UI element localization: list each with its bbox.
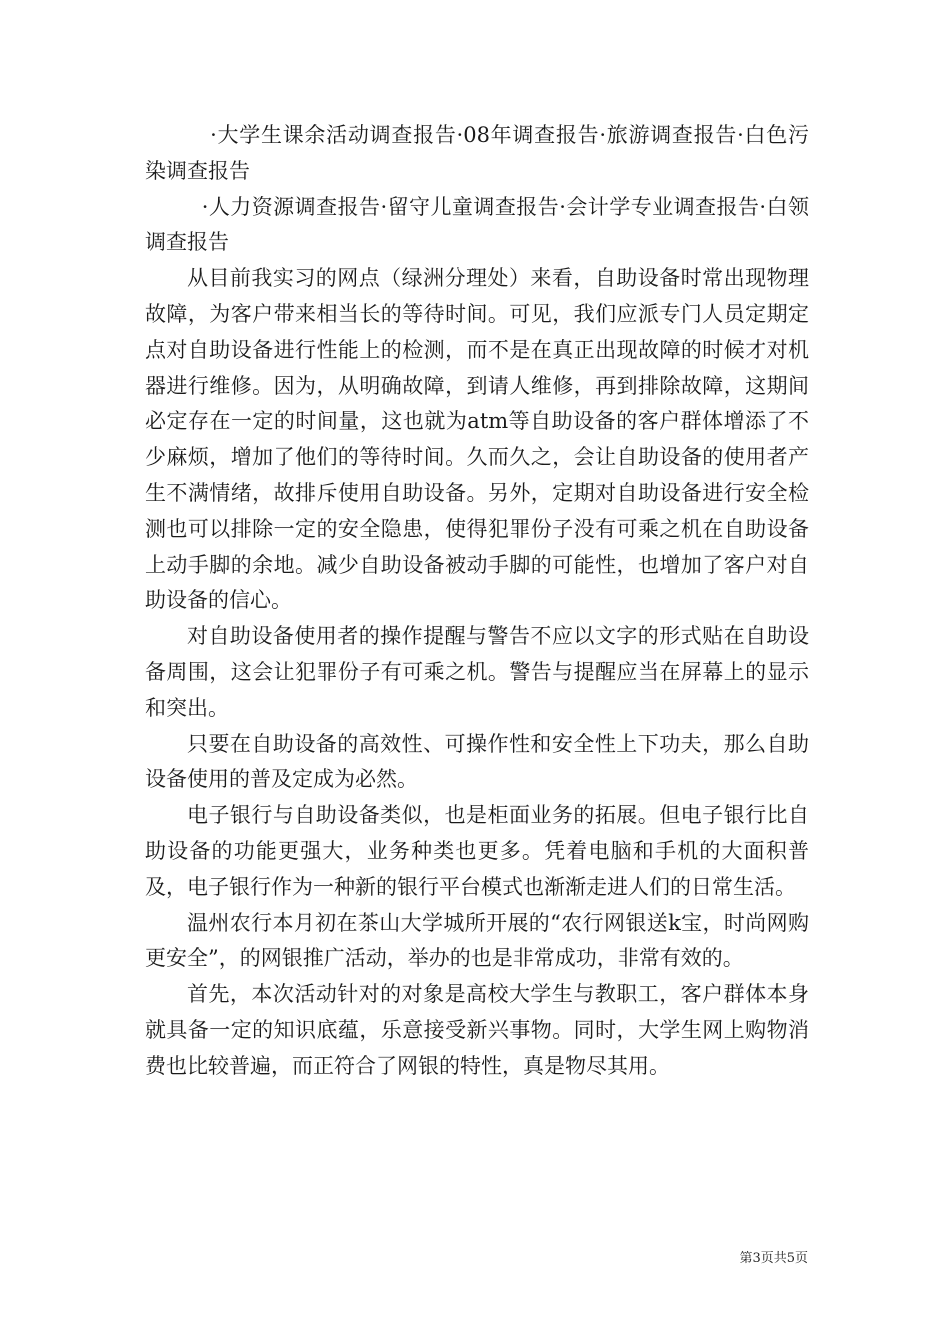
document-body bbox=[145, 118, 809, 1085]
paragraph-e-banking: 电子银行与自助设备类似，也是柜面业务的拓展。但电子银行比自助设备的功能更强大，业务种类也更多。凭着电脑和手机的大面积普及，电子银行作为一种新的银行平台模式也渐渐走进人们的日常生活。 bbox=[145, 803, 809, 899]
related-links-line-1[interactable]: ·大学生课余活动调查报告·08年调查报告·旅游调查报告·白色污染调查报告 bbox=[145, 123, 809, 183]
paragraph-target-audience: 首先，本次活动针对的对象是高校大学生与教职工，客户群体本身就具备一定的知识底蕴，乐意接受新兴事物。同时，大学生网上购物消费也比较普遍，而正符合了网银的特性，真是物尽其用。 bbox=[145, 982, 809, 1078]
paragraph-promotion-event: 温州农行本月初在茶山大学城所开展的“农行网银送k宝，时尚网购更安全”，的网银推广活动，举办的也是非常成功，非常有效的。 bbox=[145, 910, 809, 971]
paragraph-popularization: 只要在自助设备的高效性、可操作性和安全性上下功夫，那么自助设备使用的普及定成为必然。 bbox=[145, 731, 809, 792]
page-number: 第3页共5页 bbox=[739, 1251, 808, 1266]
related-links-line-2[interactable]: ·人力资源调查报告·留守儿童调查报告·会计学专业调查报告·白领调查报告 bbox=[145, 194, 809, 255]
paragraph-self-service-maintenance: 从目前我实习的网点（绿洲分理处）来看，自助设备时常出现物理故障，为客户带来相当长的等待时间。可见，我们应派专门人员定期定点对自助设备进行性能上的检测，而不是在真正出现故障的时候才对机器进行维修。因为，从明确故障，到请人维修，再到排除故障，这期间必定存在一定的时间量，这也就为atm等自助设备的客户群体增添了不少麻烦，增加了他们的等待时间。久而久之，会让自助设备的使用者产生不满情绪，故排斥使用自助设备。另外，定期对自助设备进行安全检测也可以排除一定的安全隐患，使得犯罪份子没有可乘之机在自助设备上动手脚的余地。减少自助设备被动手脚的可能性，也增加了客户对自助设备的信心。 bbox=[145, 266, 809, 613]
paragraph-operation-warnings: 对自助设备使用者的操作提醒与警告不应以文字的形式贴在自助设备周围，这会让犯罪份子有可乘之机。警告与提醒应当在屏幕上的显示和突出。 bbox=[145, 624, 809, 720]
